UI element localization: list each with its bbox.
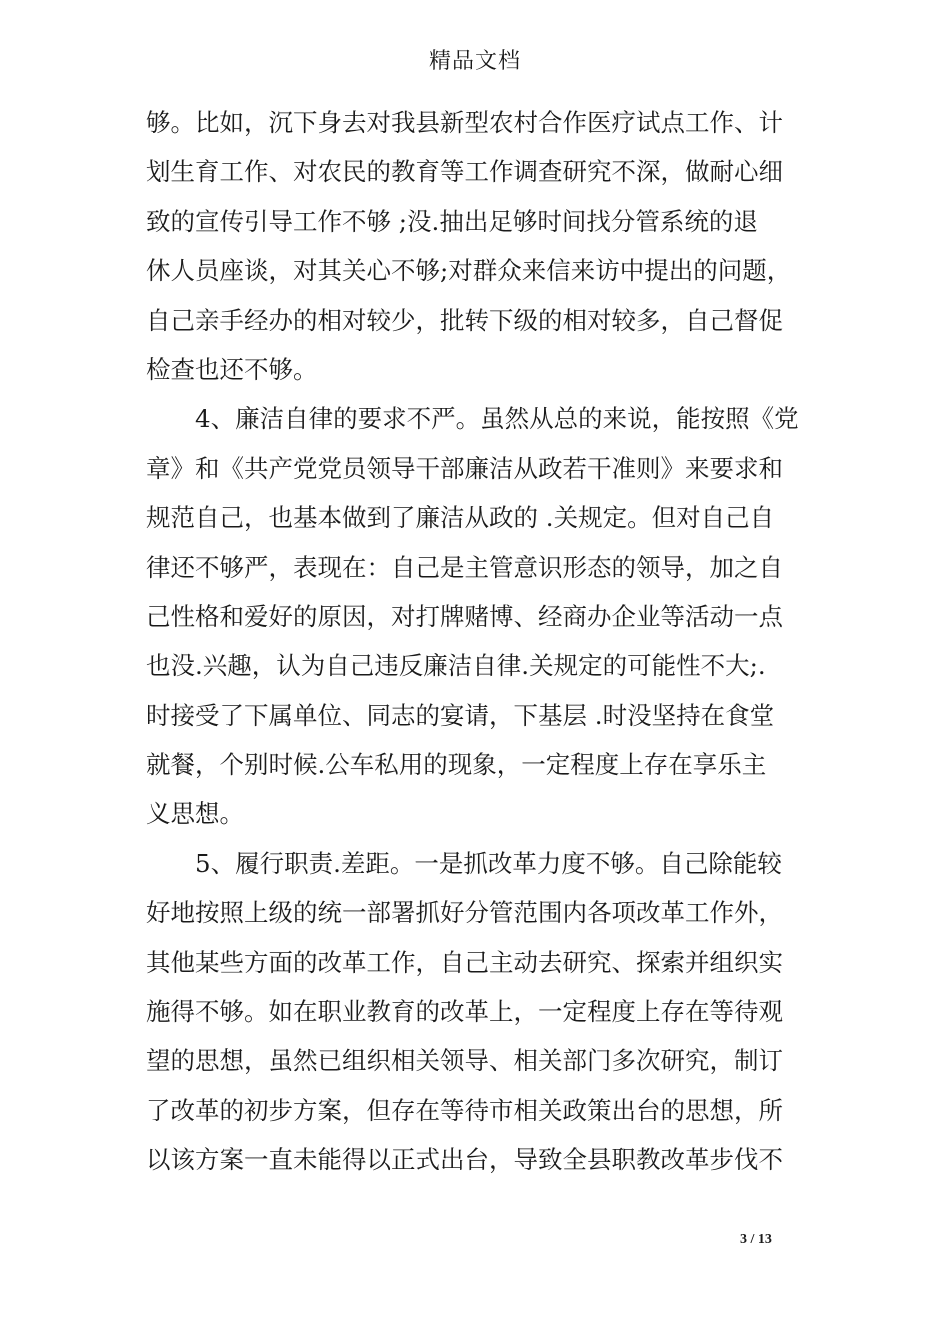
text-line: 5、履行职责.差距。一是抓改革力度不够。自己除能较 [195,848,782,878]
text-line: 望的思想，虽然已组织相关领导、相关部门多次研究，制订 [146,1046,783,1076]
text-line: 施得不够。如在职业教育的改革上，一定程度上存在等待观 [146,997,783,1027]
text-line: 己性格和爱好的原因，对打牌赌博、经商办企业等活动一点 [146,601,783,631]
text-line: 划生育工作、对农民的教育等工作调查研究不深，做耐心细 [146,157,783,187]
text-line: 够。比如，沉下身去对我县新型农村合作医疗试点工作、计 [146,108,783,137]
text-line: 章》和《共产党党员领导干部廉洁从政若干准则》来要求和 [146,453,783,483]
text-line: 规范自己，也基本做到了廉洁从政的 .关规定。但对自己自 [146,503,775,533]
text-line: 检查也还不够。 [146,354,318,384]
text-line: 律还不够严，表现在：自己是主管意识形态的领导，加之自 [146,552,783,582]
text-line: 其他某些方面的改革工作，自己主动去研究、探索并组织实 [146,947,783,977]
page-number: 3 / 13 [740,1232,772,1247]
text-line: 致的宣传引导工作不够 ;没.抽出足够时间找分管系统的退 [146,206,758,236]
text-line: 义思想。 [146,799,244,829]
text-line: 自己亲手经办的相对较少，批转下级的相对较多，自己督促 [146,305,783,335]
text-line: 以该方案一直未能得以正式出台，导致全县职教改革步伐不 [146,1145,783,1175]
page-header: 精品文档 [428,49,521,74]
text-line: 了改革的初步方案，但存在等待市相关政策出台的思想，所 [146,1095,783,1125]
text-line: 时接受了下属单位、同志的宴请，下基层 .时没坚持在食堂 [146,700,775,730]
text-line: 就餐，个别时候.公车私用的现象，一定程度上存在享乐主 [146,750,767,780]
text-line: 休人员座谈，对其关心不够;对群众来信来访中提出的问题， [146,256,792,286]
document-body [146,98,810,1185]
text-line: 也没.兴趣，认为自己违反廉洁自律.关规定的可能性不大;. [146,651,766,681]
text-line: 4、廉洁自律的要求不严。虽然从总的来说，能按照《党 [195,404,799,434]
text-line: 好地按照上级的统一部署抓好分管范围内各项改革工作外， [146,898,783,928]
